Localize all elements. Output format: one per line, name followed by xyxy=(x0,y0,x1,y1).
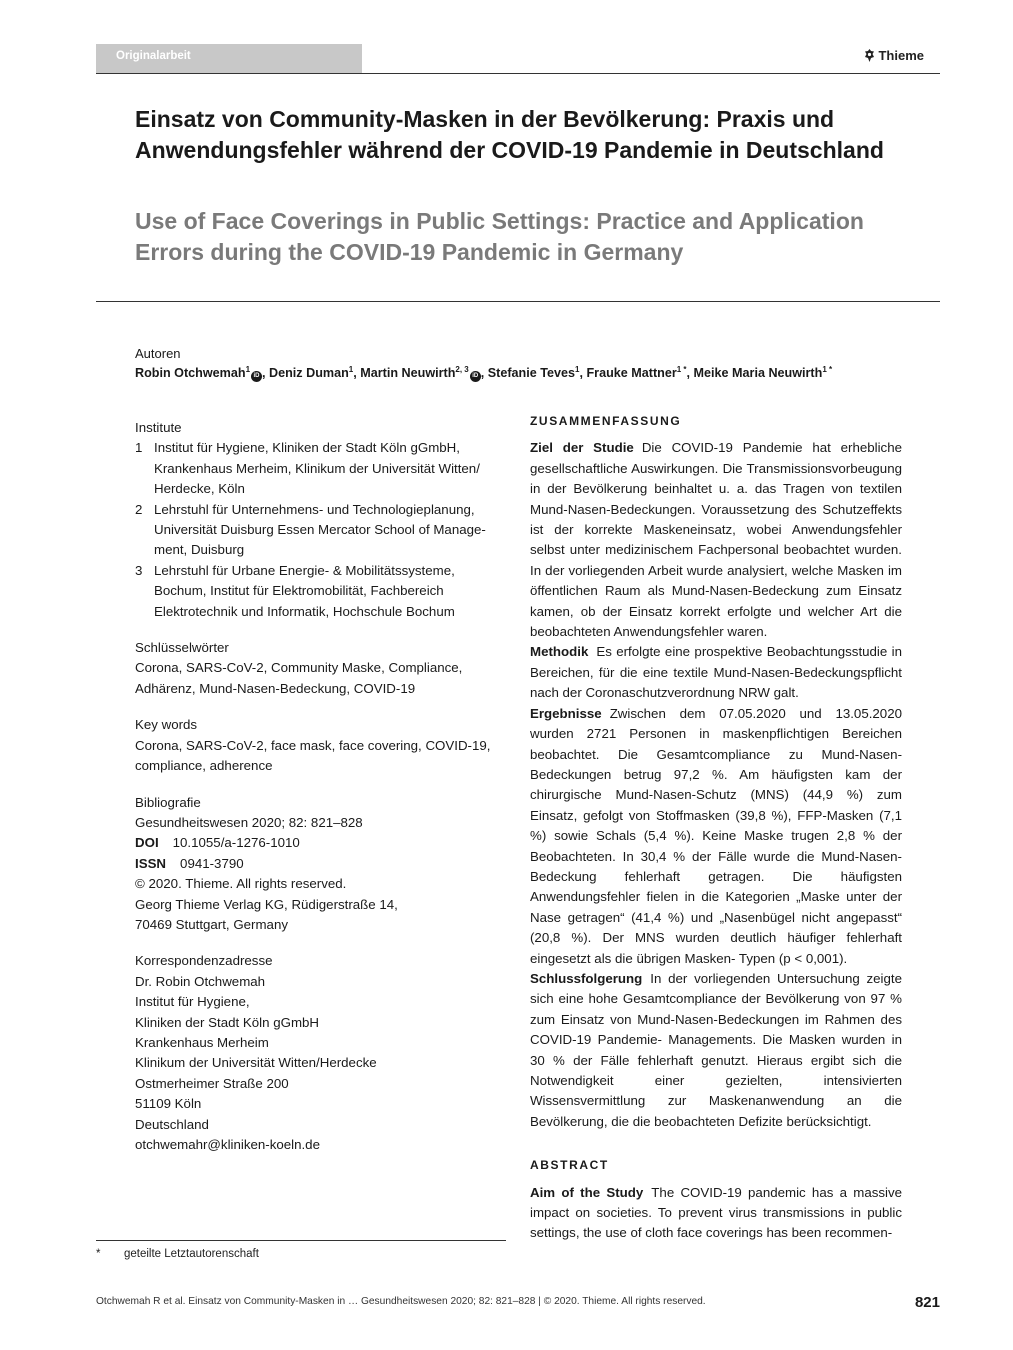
paragraph-label: Methodik xyxy=(530,644,589,660)
bibliography-line: Georg Thieme Verlag KG, Rüdigerstraße 14, xyxy=(135,896,398,912)
keywords-en-line: Corona, SARS-CoV-2, face mask, face covering, COVID-19, xyxy=(135,737,491,753)
footnote-text: geteilte Letztautorenschaft xyxy=(124,1248,259,1260)
footnote-mark: * xyxy=(96,1248,101,1260)
correspondence-line: 51109 Köln xyxy=(135,1096,202,1112)
bibliography-label: Bibliografie xyxy=(135,794,201,810)
zusammenfassung-paragraph xyxy=(530,969,902,1132)
bibliography-citation: Gesundheitswesen 2020; 82: 821–828 xyxy=(135,814,363,830)
correspondence-line: Krankenhaus Merheim xyxy=(135,1034,269,1050)
institutes-list xyxy=(135,438,505,622)
paragraph-label: Ziel der Studie xyxy=(530,440,634,456)
right-column xyxy=(530,411,902,1244)
institute-item xyxy=(135,438,505,499)
bibliography-line: © 2020. Thieme. All rights reserved. xyxy=(135,876,347,892)
zusammenfassung-paragraph xyxy=(530,704,902,969)
author-separator: , xyxy=(579,366,587,381)
correspondence-email[interactable]: otchwemahr@kliniken-koeln.de xyxy=(135,1137,320,1152)
abstract-heading: ABSTRACT xyxy=(530,1158,609,1173)
doi-row xyxy=(135,833,505,853)
thieme-logo-icon xyxy=(864,49,875,62)
author-affiliation: 1 * xyxy=(822,365,833,374)
institute-line: ment, Duisburg xyxy=(154,542,245,558)
paragraph-text: Zwischen dem 07.05.2020 und 13.05.2020 wurden 2721 Personen in maskenpflichtigen Bereichen beobachtet. Die Gesamtcompliance zu Mund-Nasen-Bedeckungen betrug 97,2 %. Am häufigsten kam der chirurgische Mund-Nasen-Schutz (MNS) (44,9 %) zum Einsatz, gefolgt von Stoffmasken (39,8 %), FFP-Masken (7,1 %) sowie Schals (5,4 %). Keine Maske trugen 2,8 % der Beobachteten. In 30,4 % der Fälle wurde die Mund-Nasen-Bedeckung fehlerhaft getragen. Die häufigsten Anwendungsfehler fielen in die Kategorien „Maske unter der Nase getragen“ (41,4 %) und „Nasenbügel nicht angepasst“ (20,8 %). Der MNS wurden deutlich häufiger fehlerhaft eingesetzt als die übrigen Masken- Typen (p < 0,001). xyxy=(530,705,902,966)
footer-citation: Otchwemah R et al. Einsatz von Community-Masken in … Gesundheitswesen 2020; 82: 821–828 | © 2020. Thieme. All rights reserved. xyxy=(96,1296,706,1307)
institute-line: Lehrstuhl für Urbane Energie- & Mobilitätssysteme, xyxy=(154,562,455,578)
author-name: Martin Neuwirth xyxy=(360,366,456,381)
author-name: Meike Maria Neuwirth xyxy=(693,366,823,381)
title-english: Use of Face Coverings in Public Settings: Practice and Application Errors during the COVID-19 Pandemic in Germany xyxy=(135,208,864,265)
issn-value: 0941-3790 xyxy=(180,855,244,871)
institutes-label: Institute xyxy=(135,420,182,435)
institute-number: 1 xyxy=(135,440,143,456)
author-separator: , xyxy=(353,366,361,381)
author-affiliation: 2, 3 xyxy=(455,365,469,374)
issn-row xyxy=(135,854,505,874)
institute-line: Bochum, Institut für Elektromobilität, Fachbereich xyxy=(154,583,444,599)
author-separator: , xyxy=(686,366,694,381)
zusammenfassung-paragraph xyxy=(530,642,902,703)
institute-line: Institut für Hygiene, Kliniken der Stadt Köln gGmbH, xyxy=(154,440,460,456)
brand-name: Thieme xyxy=(878,48,924,63)
category-banner xyxy=(96,44,362,73)
author-list xyxy=(135,365,935,382)
institute-number: 2 xyxy=(135,501,143,517)
correspondence-block xyxy=(135,951,505,1155)
author-affiliation: 1 xyxy=(245,365,251,374)
header-rule xyxy=(96,73,940,74)
orcid-icon[interactable]: iD xyxy=(251,371,262,382)
issn-label: ISSN xyxy=(135,855,167,871)
paragraph-label: Schlussfolgerung xyxy=(530,970,643,986)
paragraph-label: Ergebnisse xyxy=(530,705,602,721)
bibliography-block xyxy=(135,793,505,936)
bibliography-line: 70469 Stuttgart, Germany xyxy=(135,916,288,932)
authors-label: Autoren xyxy=(135,346,181,361)
author-name: Frauke Mattner xyxy=(586,366,677,381)
doi-value[interactable]: 10.1055/a-1276-1010 xyxy=(172,835,300,851)
author-name: Robin Otchwemah xyxy=(135,366,246,381)
keywords-de-block xyxy=(135,638,505,699)
institute-line: Herdecke, Köln xyxy=(154,481,245,497)
correspondence-line: Klinikum der Universität Witten/Herdecke xyxy=(135,1055,377,1071)
keywords-en-block xyxy=(135,715,505,776)
institute-line: Universität Duisburg Essen Mercator School of Manage- xyxy=(154,522,486,538)
keywords-en-label: Key words xyxy=(135,717,198,733)
author-affiliation: 1 xyxy=(575,365,580,374)
title-german: Einsatz von Community-Masken in der Bevölkerung: Praxis und Anwendungsfehler während der COVID-19 Pandemie in Deutschland xyxy=(135,106,884,163)
keywords-en-line: compliance, adherence xyxy=(135,758,273,774)
author-affiliation: 1 xyxy=(348,365,354,374)
correspondence-line: Deutschland xyxy=(135,1116,209,1132)
abstract-label: Aim of the Study xyxy=(530,1184,644,1200)
keywords-de-line: Adhärenz, Mund-Nasen-Bedeckung, COVID-19 xyxy=(135,680,416,696)
institute-line: Krankenhaus Merheim, Klinikum der Universität Witten/ xyxy=(154,460,480,476)
author-affiliation: 1 * xyxy=(676,365,687,374)
paragraph-text: Es erfolgte eine prospektive Beobachtungsstudie in Bereichen, für die eine textile Mund-Nasen-Bedeckungspflicht nach der Coronaschutzverordnung NRW galt. xyxy=(530,644,902,701)
footnote xyxy=(96,1248,259,1260)
zusammenfassung-heading: ZUSAMMENFASSUNG xyxy=(530,414,682,428)
author-name: Deniz Duman xyxy=(269,366,349,381)
abstract-text: The COVID-19 pandemic has a massive impact on societies. To prevent virus transmissions in public settings, the use of cloth face coverings has been recommen- xyxy=(530,1184,903,1241)
zusammenfassung-paragraph xyxy=(530,438,902,642)
correspondence-line: Institut für Hygiene, xyxy=(135,994,250,1010)
correspondence-line: Ostmerheimer Straße 200 xyxy=(135,1075,289,1091)
keywords-de-line: Corona, SARS-CoV-2, Community Maske, Compliance, xyxy=(135,660,463,676)
institute-item xyxy=(135,500,505,561)
left-column xyxy=(135,418,505,1171)
institute-number: 3 xyxy=(135,562,143,578)
correspondence-address xyxy=(135,972,505,1156)
zusammenfassung-body xyxy=(530,438,902,1132)
author-name: Stefanie Teves xyxy=(487,366,576,381)
institute-line: Elektrotechnik und Informatik, Hochschule Bochum xyxy=(154,603,455,619)
institute-line: Lehrstuhl für Unternehmens- und Technologieplanung, xyxy=(154,501,475,517)
category-label: Originalarbeit xyxy=(116,50,191,62)
correspondence-line: Kliniken der Stadt Köln gGmbH xyxy=(135,1014,320,1030)
author-separator: , xyxy=(262,366,270,381)
author-separator: , xyxy=(480,366,488,381)
title-rule xyxy=(96,301,940,302)
footnote-rule xyxy=(96,1240,506,1241)
orcid-icon[interactable]: iD xyxy=(470,371,481,382)
abstract-paragraph xyxy=(530,1183,902,1244)
page-number: 821 xyxy=(914,1294,940,1311)
publisher-brand xyxy=(864,48,924,63)
correspondence-line: Dr. Robin Otchwemah xyxy=(135,973,266,989)
doi-label: DOI xyxy=(135,835,159,851)
correspondence-label: Korrespondenzadresse xyxy=(135,953,273,969)
institutes-block xyxy=(135,418,505,622)
paragraph-text: Die COVID-19 Pandemie hat erhebliche gesellschaftliche Auswirkungen. Die Transmissionsvorbeugung in der Bevölkerung beinhaltet u. a. das Tragen von textilen Mund-Nasen-Bedeckungen. Voraussetzung des Schutzeffekts ist der korrekte Maskeneinsatz, wobei Anwendungsfehler selbst unter medizinischem Fachpersonal beobachtet wurden. In der vorliegenden Arbeit wurde analysiert, welche Masken im öffentlichen Raum als Mund-Nasen-Bedeckung zum Einsatz kamen, ob der Einsatz korrekt erfolgte und welcher Art die beobachteten Anwendungsfehler waren. xyxy=(530,440,902,640)
institute-item xyxy=(135,561,505,622)
paragraph-text: In der vorliegenden Untersuchung zeigte sich eine hohe Gesamtcompliance der Bevölkerung von 97 % zum Einsatz von Mund-Nasen-Bedeckungen im Rahmen des COVID-19 Pandemie- Managements. Die Masken wurden in 30 % der Fälle fehlerhaft genutzt. Hieraus ergibt sich die Notwendigkeit einer gezielten, intensivierten Wissensvermittlung zur Maskenanwendung an die Bevölkerung, die die beobachteten Defizite berücksichtigt. xyxy=(530,970,902,1129)
keywords-de-label: Schlüsselwörter xyxy=(135,640,229,656)
